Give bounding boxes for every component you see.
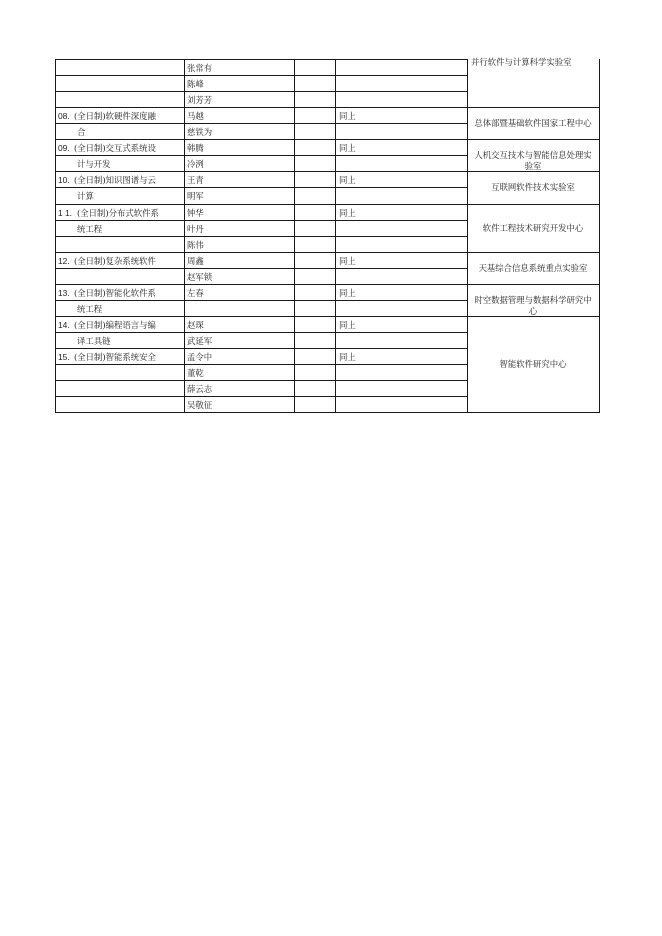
- status-text: 同上: [339, 111, 356, 121]
- status-text: 同上: [339, 143, 356, 153]
- program-number: 10.: [58, 175, 70, 185]
- table-border-right: [599, 59, 600, 413]
- row-divider: [55, 236, 468, 237]
- row-divider: [55, 123, 468, 124]
- program-number: 13.: [58, 288, 70, 298]
- program-number: 12.: [58, 256, 70, 266]
- mentor-name: 周鑫: [187, 256, 204, 266]
- department-name: 软件工程技术研究开发中心: [482, 222, 584, 233]
- row-divider: [55, 380, 468, 381]
- program-name: 统工程: [77, 304, 103, 314]
- row-divider: [55, 187, 468, 188]
- program-name: (全日制)交互式系统设: [74, 143, 156, 153]
- department-name: 人机交互技术与智能信息处理实验室: [474, 149, 592, 171]
- department-name: 互联网软件技术实验室: [491, 182, 575, 192]
- program-name: 计与开发: [77, 159, 111, 169]
- mentor-name: 钟华: [187, 208, 204, 218]
- mentor-name: 冷洌: [187, 159, 204, 169]
- status-text: 同上: [339, 208, 356, 218]
- mentor-name: 孟令中: [187, 352, 213, 362]
- program-name: 合: [77, 127, 86, 137]
- row-divider: [55, 220, 468, 221]
- program-name: (全日制)智能系统安全: [74, 352, 156, 362]
- mentor-name: 刘芳芳: [187, 95, 213, 105]
- status-text: 同上: [339, 288, 356, 298]
- row-divider: [55, 268, 468, 269]
- department-name: 并行软件与计算科学实验室: [471, 57, 572, 66]
- program-name: (全日制)分布式软件系: [77, 208, 159, 218]
- status-text: 同上: [339, 320, 356, 330]
- mentor-name: 薛云志: [187, 384, 213, 394]
- program-number: 15.: [58, 352, 70, 362]
- mentor-name: 赵军锁: [187, 272, 213, 282]
- program-number: 14.: [58, 320, 70, 330]
- department-name: 智能软件研究中心: [499, 358, 567, 369]
- table-border-bottom: [55, 412, 600, 413]
- mentor-name: 叶丹: [187, 224, 204, 234]
- mentor-name: 马越: [187, 111, 204, 121]
- row-divider: [55, 75, 468, 76]
- mentor-name: 武延军: [187, 336, 213, 346]
- department-name: 天基综合信息系统重点实验室: [478, 262, 588, 273]
- row-divider: [55, 107, 600, 108]
- program-number: 1 1.: [58, 208, 72, 218]
- row-divider: [55, 252, 600, 253]
- status-text: 同上: [339, 352, 356, 362]
- program-name: 计算: [77, 191, 94, 201]
- row-divider: [55, 155, 468, 156]
- program-name: (全日制)软硬件深度融: [74, 111, 156, 121]
- status-text: 同上: [339, 256, 356, 266]
- program-name: (全日制)复杂系统软件: [74, 256, 156, 266]
- mentor-name: 陈伟: [187, 240, 204, 250]
- mentor-name: 王青: [187, 175, 204, 185]
- row-divider: [55, 91, 468, 92]
- program-number: 09.: [58, 143, 70, 153]
- mentor-name: 左春: [187, 288, 204, 298]
- mentor-name: 张常有: [187, 63, 213, 73]
- department-name: 总体部暨基础软件国家工程中心: [474, 117, 592, 128]
- row-divider: [55, 332, 468, 333]
- program-name: (全日制)智能化软件系: [74, 288, 156, 298]
- row-divider: [55, 396, 468, 397]
- row-divider: [55, 300, 468, 301]
- program-name: 统工程: [77, 224, 103, 234]
- row-divider: [55, 204, 600, 205]
- mentor-name: 赵琛: [187, 320, 204, 330]
- mentor-name: 董乾: [187, 368, 204, 378]
- row-divider: [55, 139, 600, 140]
- status-text: 同上: [339, 175, 356, 185]
- mentor-name: 慈铁为: [187, 127, 213, 137]
- program-name: (全日制)编程语言与编: [74, 320, 156, 330]
- department-name: 时空数据管理与数据科学研究中心: [474, 294, 592, 316]
- mentor-name: 吴敬征: [187, 400, 213, 410]
- program-name: (全日制)知识图谱与云: [74, 175, 156, 185]
- mentor-name: 明军: [187, 191, 204, 201]
- row-divider: [55, 364, 468, 365]
- row-divider: [55, 284, 600, 285]
- program-number: 08.: [58, 111, 70, 121]
- row-divider: [55, 348, 468, 349]
- program-name: 译工具链: [77, 336, 111, 346]
- mentor-name: 陈峰: [187, 79, 204, 89]
- mentor-name: 韩腾: [187, 143, 204, 153]
- table-border-top: [55, 59, 468, 60]
